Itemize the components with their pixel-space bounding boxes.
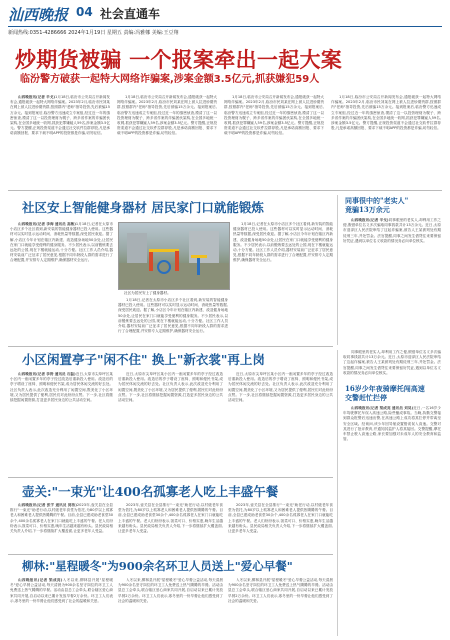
- divider: [8, 190, 442, 191]
- lead-headline: 炒期货被骗 一个报案牵出一起大案: [15, 47, 343, 72]
- lead-column-3: [224, 95, 324, 185]
- article3-column-1: [10, 372, 113, 472]
- article4-body-cont-2: 2023年,壶关县在全县推行"一束光"助老行动,以村级老年食堂为依托,为80岁以上孤寡老人和困难老人提供热腾腾的午餐。目前,全县已建成助老食堂30余个,400余名孤寡老人在家门口就能吃上丰盛的午餐。老人们纷纷表示,饭菜可口、价格实惠,晚年生活越来越有盼头。县民政局相关负责人介绍,下一步将继续扩大覆盖面,让更多老年人受益。: [228, 503, 333, 534]
- article5-body: 入冬以来,柳林县开展"星程暖冬"爱心早餐公益活动,每天清晨为900余名坚守岗位的环卫工人免费送上热气腾腾的早餐。活动由县总工会牵头,联合辖区爱心商家共同开展,自启动以来已累计发放早餐2万余份。环卫工人们表示,寒冬里的一份早餐让他们感受到了社会的温暖和关爱。: [10, 578, 113, 603]
- article2-column-1: [10, 222, 113, 342]
- column-divider: [337, 350, 338, 636]
- article4-body-cont: 2023年,壶关县在全县推行"一束光"助老行动,以村级老年食堂为依托,为80岁以上孤寡老人和困难老人提供热腾腾的午餐。目前,全县已建成助老食堂30余个,400余名孤寡老人在家门口就能吃上丰盛的午餐。老人们纷纷表示,饭菜可口、价格实惠,晚年生活越来越有盼头。县民政局相关负责人介绍,下一步将继续扩大覆盖面,让更多老年人受益。: [118, 503, 223, 534]
- masthead: [8, 4, 442, 27]
- issue-meta: 新闻热线:0351-4286666 2024年1月19日 星期五 责编:冯雅娜 美编:王豆翔: [8, 30, 179, 36]
- article3-byline: 山西晚报讯(记者 李涛 通讯员 石磊): [18, 372, 76, 376]
- side-story-1-byline: 山西晚报讯(记者 辛戈): [351, 218, 389, 222]
- article5-body-cont: 入冬以来,柳林县开展"星程暖冬"爱心早餐公益活动,每天清晨为900余名坚守岗位的环卫工人免费送上热气腾腾的早餐。活动由县总工会牵头,联合辖区爱心商家共同开展,自启动以来已累计发放早餐2万余份。环卫工人们表示,寒冬里的一份早餐让他们感受到了社会的温暖和关爱。: [118, 578, 223, 603]
- fitness-equipment-photo: [118, 222, 230, 290]
- article5-column-3: [228, 578, 333, 636]
- article4-column-3: [228, 503, 333, 550]
- divider: [8, 554, 333, 555]
- lead-column-2: [117, 95, 217, 185]
- article3-body-cont: 近日,太原市尖草坪区某小区内一座闲置多年的亭子经过改造后重新投入使用。改造后的亭子增设了座椅、照明和便民书架,成为居民休闲交流的好去处。社区负责人表示,此次改造充分利用了闲置空间,既美化了小区环境,又为居民提供了便利,居民们对此纷纷点赞。下一步,社区将继续挖掘闲置资源,打造更多居民身边的公共活动空间。: [118, 372, 223, 403]
- article5-column-2: [118, 578, 223, 636]
- side-story-1-headline: 同事很中的"老实人" 竟骗13万余元: [345, 196, 409, 214]
- page-number: 04: [76, 5, 93, 19]
- article4-headline: 壶关:"一束光"让400名孤寡老人吃上丰盛午餐: [22, 484, 279, 499]
- article2-byline: 山西晚报讯(记者 李海 通讯员 高敏): [18, 222, 76, 226]
- article4-column-1: [10, 503, 113, 550]
- side-story-2-text: 近日,一名16岁少年驾驶摩托车误入高速公路,险些酿成事故。当晚,执勤交警接到群众报警后迅速出警,在高速公路上成功将其拦停并带离至安全区域。经询问,该少年因导航设置错误误入高速。交警对其进行了批评教育,并通知其监护人将其接回。交警提醒,摩托车禁止驶入高速公路,家长要加强对未成年人的安全教育和监管。: [343, 406, 441, 442]
- divider: [8, 477, 333, 478]
- lead-body-cont-3: 1月18日,临汾市公安局召开新闻发布会,通报破获一起特大网络诈骗案。2023年2月,临汾市民刘某在网上被人拉进炒期货群,按照群内"老师"指导投资,先后被骗15万余元。接到报案后,临汾警方迅速成立专案组,经过近一年的缜密侦查,摸清了这一以投资理财为幌子、跨多省作案的诈骗团伙架构,在全国多地统一收网,抓获犯罪嫌疑人59名,涉案金额3.5亿元。警方提醒,正规投资渠道不会通过社交软件拉群荐股,凡是承诺高额回报、要求下载不明APP的投资都是诈骗,切勿轻信。: [331, 95, 441, 131]
- side-story-2-byline: 山西晚报讯(记者 梁成亮 通讯员 刘昊): [351, 406, 414, 410]
- article4-byline: 山西晚报讯(记者 张宇 通讯员 郭伟): [18, 503, 77, 507]
- photo-caption: 社区为居民安上了健身器材。: [124, 291, 171, 295]
- lead-column-4: [331, 95, 441, 185]
- side-story-1-body-cont: [343, 350, 441, 380]
- article3-column-3: [228, 372, 333, 472]
- side-story-1-text-cont: 同事眼里的老实人,却利用工作之便,假借单位名义多次骗取同事钱款共计13万余元。近日,太原市迎泽区人民法院审结了这起诈骗案,被告人王某被判处有期徒刑三年,并处罚金。法官提醒,同事之间发生借贷往来要保留好凭证,遇到以单位名义收款的情况务必向单位核实。: [343, 350, 441, 375]
- article3-headline: 小区闲置亭子"闲不住" 换上"新衣裳"再上岗: [22, 352, 265, 367]
- article4-column-2: [118, 503, 223, 550]
- side-story-1-text: 同事眼里的老实人,却利用工作之便,假借单位名义多次骗取同事钱款共计13万余元。近日,太原市迎泽区人民法院审结了这起诈骗案,被告人王某被判处有期徒刑三年,并处罚金。法官提醒,同事之间发生借贷往来要保留好凭证,遇到以单位名义收款的情况务必向单位核实。: [343, 218, 441, 243]
- article4-body: 2023年,壶关县在全县推行"一束光"助老行动,以村级老年食堂为依托,为80岁以上孤寡老人和困难老人提供热腾腾的午餐。目前,全县已建成助老食堂30余个,400余名孤寡老人在家门口就能吃上丰盛的午餐。老人们纷纷表示,饭菜可口、价格实惠,晚年生活越来越有盼头。县民政局相关负责人介绍,下一步将继续扩大覆盖面,让更多老年人受益。: [10, 503, 113, 534]
- article5-column-1: [10, 578, 113, 636]
- article5-body-cont-2: 入冬以来,柳林县开展"星程暖冬"爱心早餐公益活动,每天清晨为900余名坚守岗位的环卫工人免费送上热气腾腾的早餐。活动由县总工会牵头,联合辖区爱心商家共同开展,自启动以来已累计发放早餐2万余份。环卫工人们表示,寒冬里的一份早餐让他们感受到了社会的温暖和关爱。: [228, 578, 333, 603]
- article2-body-cont: 1月18日,记者在太原市小店区多个社区看到,新安装的智能健身器材已投入使用。这些器材可以实时显示运动时间、消耗热量等数据,深受居民欢迎。据了解,小店区今年计划在辖区内新建、改造健身场地50余处,让居民在家门口就能享受便利的健身服务。不少居民表示,以前锻炼要去远处的公园,现在下楼就能运动,十分方便。社区工作人员介绍,器材安装前广泛征求了居民意见,根据不同年龄段人群的需求进行了合理配置,并安排专人定期维护,确保器材安全运行。: [118, 298, 228, 334]
- article2-column-2: [118, 298, 228, 342]
- section-title: 社会直通车: [100, 7, 161, 21]
- lead-byline: 山西晚报讯(记者 辛戈): [18, 95, 56, 99]
- lead-column-1: [10, 95, 110, 185]
- article3-body-cont-2: 近日,太原市尖草坪区某小区内一座闲置多年的亭子经过改造后重新投入使用。改造后的亭子增设了座椅、照明和便民书架,成为居民休闲交流的好去处。社区负责人表示,此次改造充分利用了闲置空间,既美化了小区环境,又为居民提供了便利,居民们对此纷纷点赞。下一步,社区将继续挖掘闲置资源,打造更多居民身边的公共活动空间。: [228, 372, 333, 403]
- article2-column-3: [233, 222, 333, 342]
- article3-body: 近日,太原市尖草坪区某小区内一座闲置多年的亭子经过改造后重新投入使用。改造后的亭子增设了座椅、照明和便民书架,成为居民休闲交流的好去处。社区负责人表示,此次改造充分利用了闲置空间,既美化了小区环境,又为居民提供了便利,居民们对此纷纷点赞。下一步,社区将继续挖掘闲置资源,打造更多居民身边的公共活动空间。: [10, 372, 113, 403]
- side-story-1-body: [343, 218, 441, 342]
- lead-subhead: 临汾警方破获一起特大网络诈骗案,涉案金额3.5亿元,抓获嫌犯59人: [20, 74, 320, 85]
- side-story-2-body: [343, 406, 441, 636]
- side-story-2-headline: 16岁少年夜骑摩托闯高速 交警赶忙拦停: [345, 384, 425, 402]
- article2-body: 1月18日,记者在太原市小店区多个社区看到,新安装的智能健身器材已投入使用。这些器材可以实时显示运动时间、消耗热量等数据,深受居民欢迎。据了解,小店区今年计划在辖区内新建、改造健身场地50余处,让居民在家门口就能享受便利的健身服务。不少居民表示,以前锻炼要去远处的公园,现在下楼就能运动,十分方便。社区工作人员介绍,器材安装前广泛征求了居民意见,根据不同年龄段人群的需求进行了合理配置,并安排专人定期维护,确保器材安全运行。: [10, 222, 113, 263]
- article2-headline: 社区安上智能健身器材 居民家门口就能锻炼: [22, 200, 264, 215]
- article3-column-2: [118, 372, 223, 472]
- lead-body-cont-2: 1月18日,临汾市公安局召开新闻发布会,通报破获一起特大网络诈骗案。2023年2月,临汾市民刘某在网上被人拉进炒期货群,按照群内"老师"指导投资,先后被骗15万余元。接到报案后,临汾警方迅速成立专案组,经过近一年的缜密侦查,摸清了这一以投资理财为幌子、跨多省作案的诈骗团伙架构,在全国多地统一收网,抓获犯罪嫌疑人59名,涉案金额3.5亿元。警方提醒,正规投资渠道不会通过社交软件拉群荐股,凡是承诺高额回报、要求下载不明APP的投资都是诈骗,切勿轻信。: [224, 95, 324, 136]
- divider: [8, 346, 333, 347]
- article5-headline: 柳林:"星程暖冬"为900余名环卫人员送上"爱心早餐": [22, 559, 293, 573]
- newspaper-logo: 汕西晚报: [8, 6, 69, 24]
- column-divider: [337, 195, 338, 345]
- lead-body-cont: 1月18日,临汾市公安局召开新闻发布会,通报破获一起特大网络诈骗案。2023年2月,临汾市民刘某在网上被人拉进炒期货群,按照群内"老师"指导投资,先后被骗15万余元。接到报案后,临汾警方迅速成立专案组,经过近一年的缜密侦查,摸清了这一以投资理财为幌子、跨多省作案的诈骗团伙架构,在全国多地统一收网,抓获犯罪嫌疑人59名,涉案金额3.5亿元。警方提醒,正规投资渠道不会通过社交软件拉群荐股,凡是承诺高额回报、要求下载不明APP的投资都是诈骗,切勿轻信。: [117, 95, 217, 136]
- article2-body-cont-2: 1月18日,记者在太原市小店区多个社区看到,新安装的智能健身器材已投入使用。这些器材可以实时显示运动时间、消耗热量等数据,深受居民欢迎。据了解,小店区今年计划在辖区内新建、改造健身场地50余处,让居民在家门口就能享受便利的健身服务。不少居民表示,以前锻炼要去远处的公园,现在下楼就能运动,十分方便。社区工作人员介绍,器材安装前广泛征求了居民意见,根据不同年龄段人群的需求进行了合理配置,并安排专人定期维护,确保器材安全运行。: [233, 222, 333, 263]
- lead-body: 1月18日,临汾市公安局召开新闻发布会,通报破获一起特大网络诈骗案。2023年2月,临汾市民刘某在网上被人拉进炒期货群,按照群内"老师"指导投资,先后被骗15万余元。接到报案后,临汾警方迅速成立专案组,经过近一年的缜密侦查,摸清了这一以投资理财为幌子、跨多省作案的诈骗团伙架构,在全国多地统一收网,抓获犯罪嫌疑人59名,涉案金额3.5亿元。警方提醒,正规投资渠道不会通过社交软件拉群荐股,凡是承诺高额回报、要求下载不明APP的投资都是诈骗,切勿轻信。: [10, 95, 110, 136]
- article5-byline: 山西晚报讯(记者 梁成亮): [18, 578, 63, 582]
